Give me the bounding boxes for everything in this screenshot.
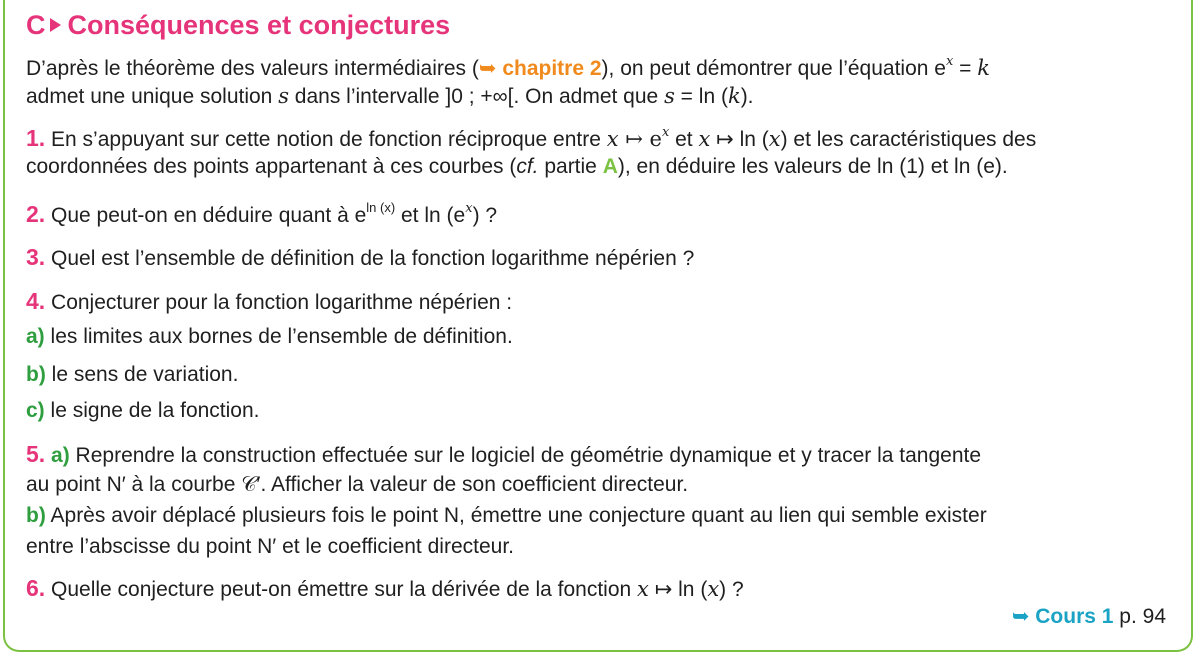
question-text: le sens de variation. <box>45 363 239 386</box>
question-5-a-line-1 <box>26 441 981 469</box>
question-number: 1. <box>26 125 46 151</box>
course-reference-page: p. 94 <box>1113 605 1166 628</box>
question-5-b-line-2 <box>26 534 514 560</box>
sub-question-label: b) <box>26 363 46 386</box>
question-1-line-1 <box>26 125 1036 153</box>
arrow-right-icon: ➥ <box>1011 605 1030 628</box>
sub-question-label: b) <box>26 504 46 527</box>
math-text: ↦ ln ( <box>648 578 708 601</box>
question-text: ) ? <box>719 578 744 601</box>
intro-text: D’après le théorème des valeurs intermédiaires ( <box>26 57 479 80</box>
question-number: 4. <box>26 288 46 314</box>
intro-line-1 <box>26 55 990 82</box>
question-number: 5. <box>26 441 46 467</box>
course-reference-link[interactable] <box>1012 604 1166 630</box>
math-variable: x <box>698 127 711 151</box>
exponent: x <box>661 125 670 140</box>
question-text: ), en déduire les valeurs de ln (1) et ln (e). <box>617 155 1008 178</box>
question-2 <box>26 201 497 229</box>
chapter-reference[interactable] <box>479 57 602 80</box>
question-text: et <box>669 128 699 151</box>
math-variable: x <box>768 127 781 151</box>
sub-question-label: a) <box>26 325 45 348</box>
intro-text: dans l’intervalle ]0 ; +∞[. On admet que <box>288 85 665 108</box>
question-text: les limites aux bornes de l’ensemble de définition. <box>44 325 513 348</box>
arrow-right-icon: ➥ <box>478 57 497 80</box>
question-5-b-line-1 <box>26 503 987 529</box>
triangle-right-icon <box>50 18 61 32</box>
math-variable: x <box>606 127 619 151</box>
question-text: cf. <box>516 155 539 178</box>
math-variable: x <box>707 577 720 601</box>
sub-question-label: c) <box>26 399 45 422</box>
question-5-a-line-2 <box>26 472 688 498</box>
question-text: Reprendre la construction effectuée sur le logiciel de géométrie dynamique et y tracer la tangente <box>69 444 982 467</box>
exponent: x <box>945 54 954 69</box>
intro-text: = ln ( <box>674 85 728 108</box>
math-variable: s <box>664 84 675 108</box>
section-title <box>26 10 450 41</box>
intro-line-2 <box>26 83 754 110</box>
question-1-line-2 <box>26 154 1008 180</box>
question-text: partie <box>538 155 603 178</box>
question-text: et ln (e <box>395 204 466 227</box>
question-text: ) ? <box>472 204 498 227</box>
math-text: ↦ e <box>618 127 662 151</box>
intro-text: = <box>953 57 978 80</box>
math-variable: s <box>278 84 289 108</box>
question-3 <box>26 244 694 272</box>
sub-question-label: a) <box>51 444 70 467</box>
section-letter: C <box>26 10 46 40</box>
math-variable: x <box>637 577 649 601</box>
question-text: Que peut-on en déduire quant à e <box>45 204 367 227</box>
question-text: Après avoir déplacé plusieurs fois le point N, émettre une conjecture quant au lien qui semble exister <box>45 504 987 527</box>
math-variable: k <box>727 84 741 108</box>
question-4-b <box>26 362 238 388</box>
exponent: x <box>465 201 473 216</box>
intro-text: ), on peut démontrer que l’équation e <box>601 57 946 80</box>
question-6 <box>26 575 744 603</box>
question-number: 6. <box>26 575 46 601</box>
question-4 <box>26 288 512 316</box>
question-text: Quelle conjecture peut-on émettre sur la dérivée de la fonction <box>45 578 638 601</box>
question-text: entre l’abscisse du point N′ et le coefficient directeur. <box>26 535 514 558</box>
question-text: Conjecturer pour la fonction logarithme népérien : <box>45 291 513 314</box>
course-reference-label: Cours 1 <box>1035 605 1114 628</box>
part-reference: A <box>602 155 618 178</box>
intro-text: ). <box>740 85 754 108</box>
question-text: ) et les caractéristiques des <box>780 128 1037 151</box>
section-title-text: Conséquences et conjectures <box>67 10 451 40</box>
math-variable: k <box>977 56 990 80</box>
question-text: le signe de la fonction. <box>44 399 260 422</box>
chapter-reference-label: chapitre 2 <box>502 57 602 80</box>
question-number: 2. <box>26 201 46 227</box>
question-text: coordonnées des points appartenant à ces courbes ( <box>26 155 517 178</box>
math-text: ↦ ln ( <box>710 128 769 151</box>
question-4-a <box>26 324 513 350</box>
question-text: En s’appuyant sur cette notion de fonction réciproque entre <box>45 128 607 151</box>
question-4-c <box>26 398 260 424</box>
question-text: au point N′ à la courbe 𝒞′. Afficher la valeur de son coefficient directeur. <box>26 473 689 496</box>
intro-text: admet une unique solution <box>26 85 279 108</box>
exponent: ln (x) <box>366 200 396 215</box>
question-number: 3. <box>26 244 46 270</box>
question-text: Quel est l’ensemble de définition de la fonction logarithme népérien ? <box>45 247 695 270</box>
